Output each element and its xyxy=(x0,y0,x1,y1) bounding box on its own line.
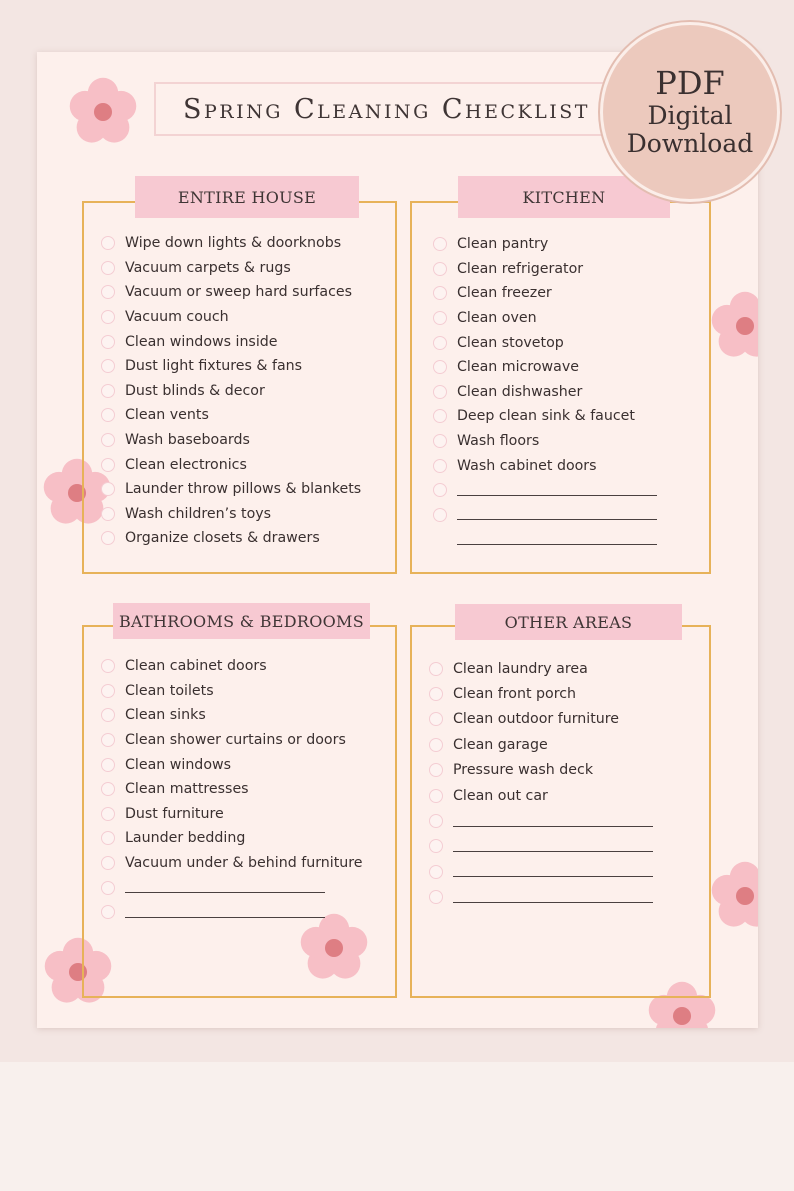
item-label: Clean dishwasher xyxy=(457,383,583,400)
checklist-item[interactable] xyxy=(101,305,361,330)
blank-entry[interactable] xyxy=(101,900,363,925)
checklist-item[interactable] xyxy=(429,758,653,783)
item-label: Wash cabinet doors xyxy=(457,457,597,474)
checkbox-circle[interactable] xyxy=(433,434,447,448)
checklist-item[interactable] xyxy=(101,329,361,354)
checklist-item[interactable] xyxy=(429,681,653,706)
item-label: Wipe down lights & doorknobs xyxy=(125,235,342,252)
section-label-other-areas: OTHER AREAS xyxy=(455,604,682,640)
checklist-item[interactable] xyxy=(101,403,361,428)
checkbox-circle[interactable] xyxy=(433,459,447,473)
item-label: Clean microwave xyxy=(457,359,579,376)
checklist-item[interactable] xyxy=(101,526,361,551)
write-in-line[interactable] xyxy=(453,902,653,903)
checkbox-circle[interactable] xyxy=(433,311,447,325)
item-label: Clean stovetop xyxy=(457,334,564,351)
checkbox-circle[interactable] xyxy=(101,384,115,398)
item-label: Clean cabinet doors xyxy=(125,658,267,675)
pdf-download-badge xyxy=(603,25,777,199)
checkbox-circle[interactable] xyxy=(101,881,115,895)
write-in-line[interactable] xyxy=(125,892,325,893)
blank-entry[interactable] xyxy=(101,875,363,900)
item-label: Organize closets & drawers xyxy=(125,530,320,547)
item-label: Clean garage xyxy=(453,736,548,753)
item-label: Clean laundry area xyxy=(453,660,588,677)
entire-house-list xyxy=(101,231,361,551)
checklist-item[interactable] xyxy=(429,732,653,757)
bathrooms-list xyxy=(101,654,363,925)
section-label-bathrooms-bedrooms: BATHROOMS & BEDROOMS xyxy=(113,603,370,639)
item-label: Vacuum couch xyxy=(125,309,229,326)
checkbox-circle[interactable] xyxy=(101,856,115,870)
checklist-item[interactable] xyxy=(429,656,653,681)
item-label: Clean electronics xyxy=(125,456,247,473)
badge-line-3: Download xyxy=(626,129,754,159)
checkbox-circle[interactable] xyxy=(101,482,115,496)
item-label: Clean refrigerator xyxy=(457,260,584,277)
write-in-line[interactable] xyxy=(125,917,325,918)
checkbox-circle[interactable] xyxy=(101,831,115,845)
checklist-item[interactable] xyxy=(101,452,361,477)
item-label: Clean mattresses xyxy=(125,781,249,798)
item-label: Clean toilets xyxy=(125,682,214,699)
checkbox-circle[interactable] xyxy=(101,408,115,422)
checkbox-circle[interactable] xyxy=(101,531,115,545)
item-label: Clean pantry xyxy=(457,236,549,253)
kitchen-list xyxy=(433,232,657,552)
checklist-item[interactable] xyxy=(101,354,361,379)
write-in-line[interactable] xyxy=(457,495,657,496)
checkbox-circle[interactable] xyxy=(101,261,115,275)
item-label: Clean out car xyxy=(453,787,548,804)
item-label: Vacuum under & behind furniture xyxy=(125,855,363,872)
title-box xyxy=(154,82,619,136)
item-label: Pressure wash deck xyxy=(453,762,594,779)
write-in-line[interactable] xyxy=(457,519,657,520)
checklist-item[interactable] xyxy=(101,428,361,453)
checklist-item[interactable] xyxy=(101,752,363,777)
blank-entry[interactable] xyxy=(429,885,653,910)
checkbox-circle[interactable] xyxy=(429,687,443,701)
checkbox-circle[interactable] xyxy=(429,890,443,904)
checklist-item[interactable] xyxy=(101,703,363,728)
checkbox-circle[interactable] xyxy=(429,865,443,879)
checkbox-circle[interactable] xyxy=(433,385,447,399)
checkbox-circle[interactable] xyxy=(433,286,447,300)
flower-icon xyxy=(707,288,758,364)
checkbox-circle[interactable] xyxy=(433,262,447,276)
item-label: Clean front porch xyxy=(453,686,577,703)
blank-entry[interactable] xyxy=(433,503,657,528)
checklist-item[interactable] xyxy=(433,281,657,306)
checklist-item[interactable] xyxy=(101,851,363,876)
checkbox-circle[interactable] xyxy=(101,758,115,772)
checkbox-circle[interactable] xyxy=(433,409,447,423)
checkbox-circle[interactable] xyxy=(101,310,115,324)
checkbox-circle[interactable] xyxy=(429,712,443,726)
section-label-kitchen: KITCHEN xyxy=(458,176,670,218)
item-label: Deep clean sink & faucet xyxy=(457,408,635,425)
checkbox-circle[interactable] xyxy=(101,782,115,796)
checkbox-circle[interactable] xyxy=(101,359,115,373)
checklist-item[interactable] xyxy=(433,232,657,257)
checklist-item[interactable] xyxy=(101,826,363,851)
checkbox-circle[interactable] xyxy=(429,814,443,828)
item-label: Clean shower curtains or doors xyxy=(125,732,346,749)
checkbox-circle[interactable] xyxy=(101,659,115,673)
checkbox-circle[interactable] xyxy=(101,684,115,698)
checklist-page xyxy=(37,52,758,1028)
badge-line-2: Digital xyxy=(647,100,733,130)
checkbox-circle[interactable] xyxy=(101,733,115,747)
item-label: Wash baseboards xyxy=(125,432,250,449)
checkbox-circle[interactable] xyxy=(101,433,115,447)
item-label: Dust furniture xyxy=(125,805,224,822)
checkbox-circle[interactable] xyxy=(101,507,115,521)
item-label: Clean windows inside xyxy=(125,333,278,350)
item-label: Clean vents xyxy=(125,407,209,424)
item-label: Launder throw pillows & blankets xyxy=(125,481,362,498)
item-label: Vacuum or sweep hard surfaces xyxy=(125,284,353,301)
checkbox-circle[interactable] xyxy=(101,285,115,299)
checkbox-circle[interactable] xyxy=(429,662,443,676)
item-label: Clean freezer xyxy=(457,285,552,302)
checkbox-circle[interactable] xyxy=(101,807,115,821)
checkbox-circle[interactable] xyxy=(433,508,447,522)
checklist-item[interactable] xyxy=(433,380,657,405)
item-label: Clean oven xyxy=(457,310,537,327)
item-label: Clean windows xyxy=(125,756,231,773)
checkbox-circle[interactable] xyxy=(433,483,447,497)
item-label: Launder bedding xyxy=(125,830,246,847)
checklist-item[interactable] xyxy=(101,231,361,256)
checkbox-circle[interactable] xyxy=(429,789,443,803)
checklist-item[interactable] xyxy=(101,679,363,704)
checklist-item[interactable] xyxy=(433,306,657,331)
write-in-line[interactable] xyxy=(457,544,657,545)
blank-entry[interactable] xyxy=(433,527,657,552)
checklist-item[interactable] xyxy=(433,330,657,355)
write-in-line[interactable] xyxy=(453,851,653,852)
item-label: Vacuum carpets & rugs xyxy=(125,259,291,276)
flower-icon xyxy=(707,858,758,934)
other-areas-list xyxy=(429,656,653,910)
checklist-item[interactable] xyxy=(101,502,361,527)
checklist-item[interactable] xyxy=(429,783,653,808)
section-label-entire-house: ENTIRE HOUSE xyxy=(135,176,359,218)
checklist-item[interactable] xyxy=(101,728,363,753)
checklist-item[interactable] xyxy=(433,429,657,454)
blank-entry[interactable] xyxy=(429,834,653,859)
blank-entry[interactable] xyxy=(433,478,657,503)
checklist-item[interactable] xyxy=(101,379,361,404)
checklist-item[interactable] xyxy=(101,777,363,802)
item-label: Dust blinds & decor xyxy=(125,382,265,399)
checkbox-circle[interactable] xyxy=(429,738,443,752)
checklist-item[interactable] xyxy=(433,355,657,380)
checkbox-circle[interactable] xyxy=(101,236,115,250)
checkbox-circle[interactable] xyxy=(429,763,443,777)
write-in-line[interactable] xyxy=(453,826,653,827)
checklist-item[interactable] xyxy=(101,802,363,827)
checklist-item[interactable] xyxy=(101,280,361,305)
checklist-item[interactable] xyxy=(433,453,657,478)
item-label: Clean outdoor furniture xyxy=(453,711,620,728)
checklist-item[interactable] xyxy=(101,477,361,502)
checkbox-circle[interactable] xyxy=(101,335,115,349)
blank-entry[interactable] xyxy=(429,808,653,833)
checklist-item[interactable] xyxy=(101,654,363,679)
checkbox-circle[interactable] xyxy=(433,360,447,374)
checkbox-circle[interactable] xyxy=(429,839,443,853)
checklist-item[interactable] xyxy=(429,707,653,732)
checkbox-circle[interactable] xyxy=(101,458,115,472)
write-in-line[interactable] xyxy=(453,876,653,877)
item-label: Dust light fixtures & fans xyxy=(125,358,303,375)
item-label: Wash floors xyxy=(457,433,540,450)
checkbox-circle[interactable] xyxy=(433,336,447,350)
background-band xyxy=(0,1062,794,1191)
checkbox-circle[interactable] xyxy=(433,237,447,251)
checkbox-circle[interactable] xyxy=(101,708,115,722)
page-title: Spring Cleaning Checklist xyxy=(182,93,590,125)
item-label: Clean sinks xyxy=(125,707,206,724)
blank-entry[interactable] xyxy=(429,859,653,884)
checkbox-circle[interactable] xyxy=(101,905,115,919)
checklist-item[interactable] xyxy=(433,404,657,429)
checklist-item[interactable] xyxy=(101,256,361,281)
item-label: Wash children’s toys xyxy=(125,505,272,522)
checklist-item[interactable] xyxy=(433,257,657,282)
flower-icon xyxy=(65,74,141,150)
badge-line-1: PDF xyxy=(655,63,725,102)
